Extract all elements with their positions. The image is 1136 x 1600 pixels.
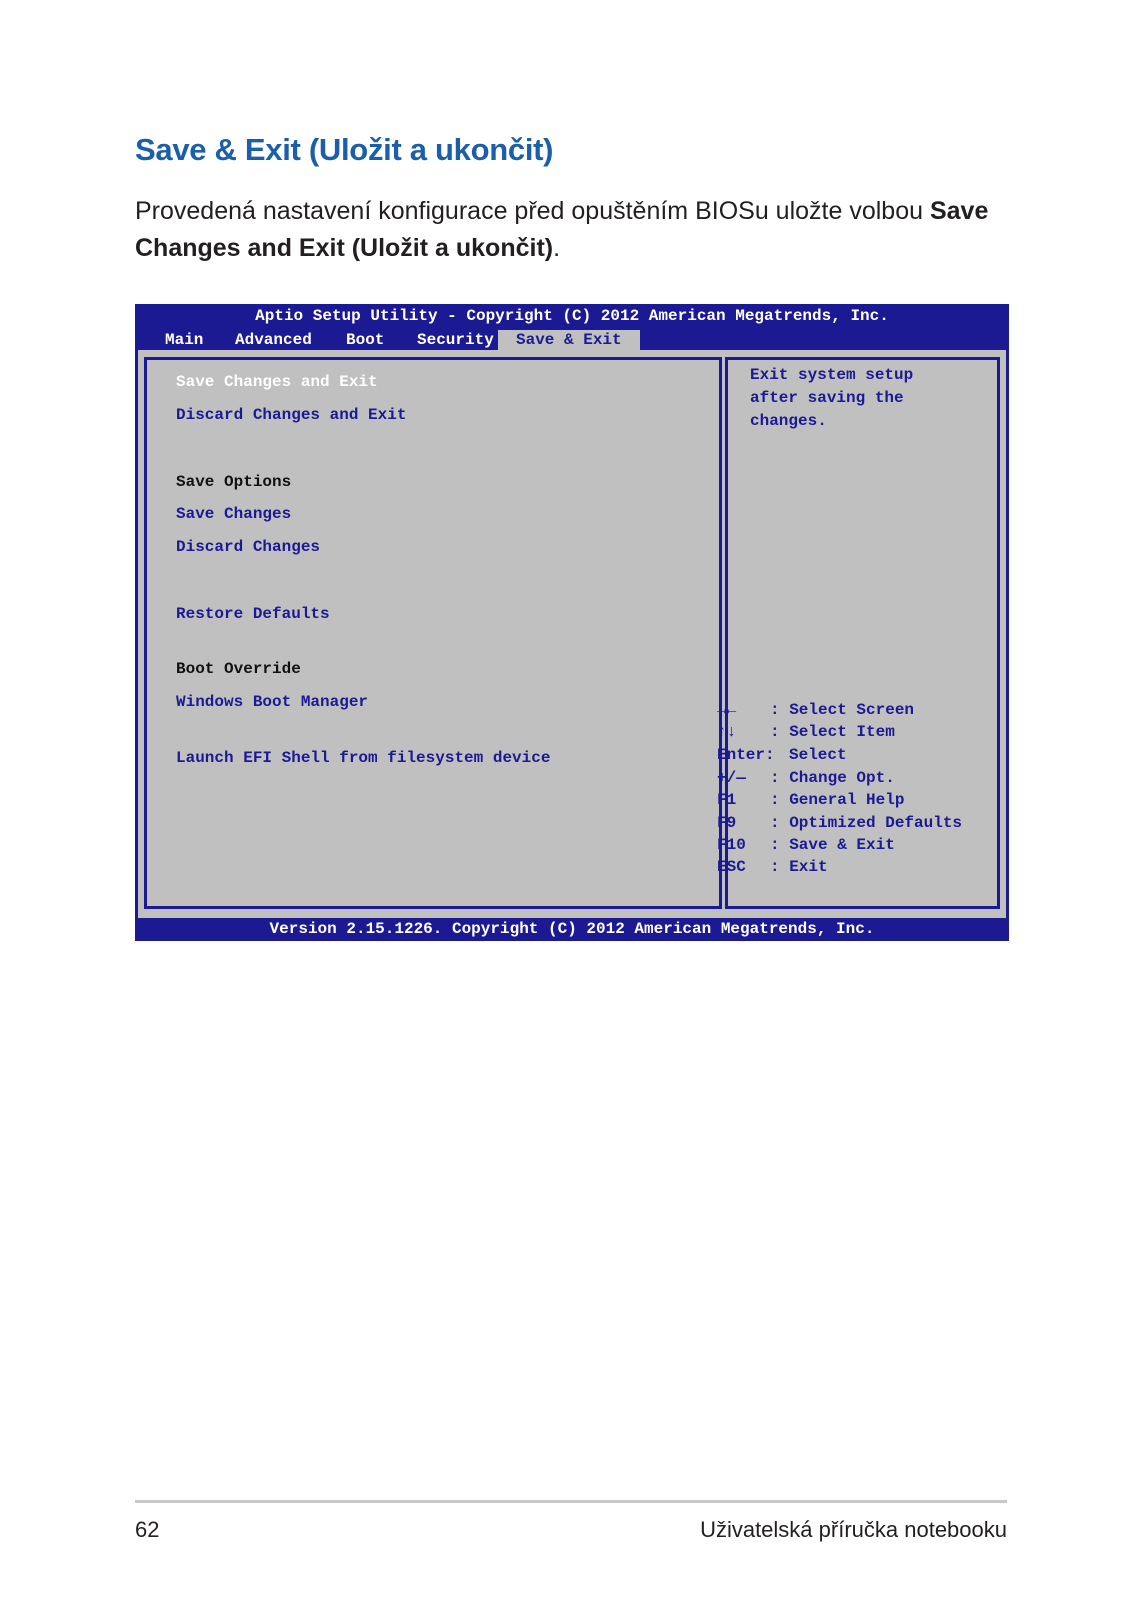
key-desc: : Change Opt. bbox=[770, 769, 895, 787]
bios-menu-panel bbox=[144, 357, 722, 909]
intro-bold-option: Save Changes and Exit (Uložit a ukončit) bbox=[135, 197, 989, 262]
key-desc: : Select Screen bbox=[770, 701, 915, 719]
key-arrows-lr: →← bbox=[717, 701, 737, 719]
help-text-line: changes. bbox=[750, 412, 827, 430]
key-desc: : Select Item bbox=[770, 723, 895, 741]
tab-advanced[interactable]: Advanced bbox=[235, 331, 312, 349]
menu-windows-boot-manager[interactable]: Windows Boot Manager bbox=[176, 693, 369, 711]
key-f10: F10 bbox=[717, 836, 746, 854]
page-heading: Save & Exit (Uložit a ukončit) bbox=[135, 132, 554, 167]
menu-save-changes-and-exit[interactable]: Save Changes and Exit bbox=[176, 373, 378, 391]
key-enter: Enter: bbox=[717, 746, 775, 764]
bios-screenshot bbox=[135, 304, 1009, 941]
tab-security[interactable]: Security bbox=[417, 331, 494, 349]
section-save-options: Save Options bbox=[176, 473, 292, 491]
bios-body bbox=[138, 350, 1006, 918]
key-desc: : Save & Exit bbox=[770, 836, 895, 854]
key-desc: Select bbox=[789, 746, 847, 764]
page-number: 62 bbox=[135, 1517, 160, 1542]
help-text-line: after saving the bbox=[750, 389, 904, 407]
tab-boot[interactable]: Boot bbox=[346, 331, 385, 349]
key-plus-minus: +/— bbox=[717, 769, 746, 787]
intro-paragraph bbox=[135, 193, 1015, 267]
tab-save-exit[interactable]: Save & Exit bbox=[498, 330, 640, 350]
bios-tab-bar bbox=[135, 330, 1009, 350]
intro-tail: . bbox=[553, 234, 561, 262]
footer-divider bbox=[135, 1500, 1007, 1503]
intro-text: Provedená nastavení konfigurace před opuštěním BIOSu uložte volbou bbox=[135, 197, 924, 225]
help-text-line: Exit system setup bbox=[750, 366, 914, 384]
tab-main[interactable]: Main bbox=[165, 331, 204, 349]
key-esc: ESC bbox=[717, 858, 746, 876]
bios-title-bar: Aptio Setup Utility - Copyright (C) 2012 American Megatrends, Inc. bbox=[255, 307, 889, 325]
menu-launch-efi-shell[interactable]: Launch EFI Shell from filesystem device bbox=[176, 749, 551, 767]
key-desc: : Optimized Defaults bbox=[770, 814, 963, 832]
key-desc: : General Help bbox=[770, 791, 905, 809]
menu-restore-defaults[interactable]: Restore Defaults bbox=[176, 605, 330, 623]
key-f9: F9 bbox=[717, 814, 737, 832]
key-desc: : Exit bbox=[770, 858, 828, 876]
bios-version-footer: Version 2.15.1226. Copyright (C) 2012 American Megatrends, Inc. bbox=[269, 920, 875, 938]
menu-discard-changes[interactable]: Discard Changes bbox=[176, 538, 321, 556]
menu-save-changes[interactable]: Save Changes bbox=[176, 505, 292, 523]
key-f1: F1 bbox=[717, 791, 737, 809]
menu-discard-changes-and-exit[interactable]: Discard Changes and Exit bbox=[176, 406, 407, 424]
section-boot-override: Boot Override bbox=[176, 660, 301, 678]
key-arrows-ud: ↑↓ bbox=[717, 723, 737, 741]
document-title: Uživatelská příručka notebooku bbox=[700, 1517, 1007, 1542]
